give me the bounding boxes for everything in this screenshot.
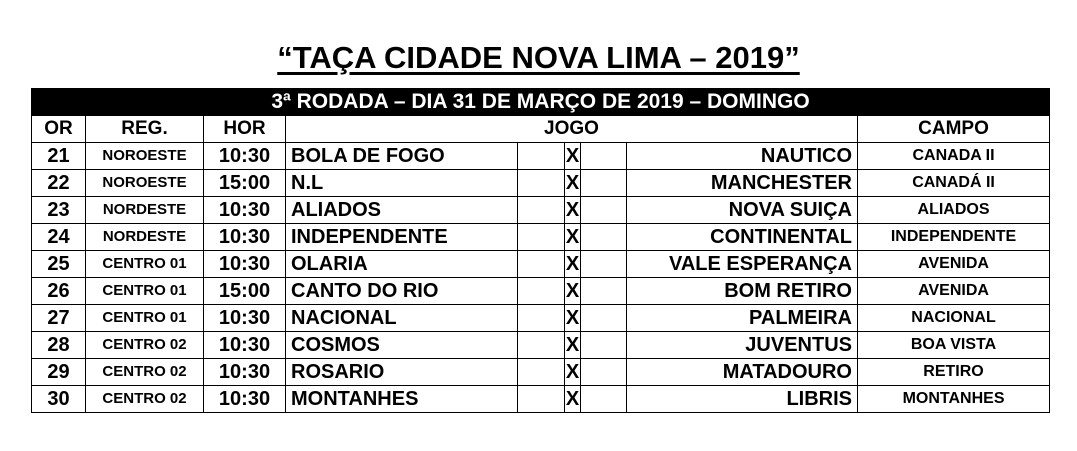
column-header-hor: HOR [204,116,286,143]
match-order: 29 [32,359,86,386]
match-time: 10:30 [204,224,286,251]
round-banner-row [32,89,1050,116]
match-versus: X [565,278,581,305]
table-row [32,170,1050,197]
match-home-team: NACIONAL [286,305,518,332]
match-away-team: NOVA SUIÇA [627,197,858,224]
match-away-team: CONTINENTAL [627,224,858,251]
match-away-team: NAUTICO [627,143,858,170]
table-row [32,278,1050,305]
match-versus: X [565,197,581,224]
match-away-team: MATADOURO [627,359,858,386]
match-home-team: OLARIA [286,251,518,278]
match-spacer [581,224,627,251]
match-region: CENTRO 02 [86,332,204,359]
match-region: CENTRO 01 [86,305,204,332]
match-order: 26 [32,278,86,305]
match-spacer [581,332,627,359]
match-time: 10:30 [204,386,286,413]
match-versus: X [565,386,581,413]
match-time: 10:30 [204,359,286,386]
match-spacer [518,143,565,170]
match-time: 15:00 [204,170,286,197]
match-region: CENTRO 02 [86,359,204,386]
match-order: 27 [32,305,86,332]
match-region: CENTRO 01 [86,251,204,278]
match-region: CENTRO 01 [86,278,204,305]
table-row [32,305,1050,332]
match-order: 22 [32,170,86,197]
table-row [32,143,1050,170]
match-away-team: MANCHESTER [627,170,858,197]
table-row [32,251,1050,278]
match-away-team: PALMEIRA [627,305,858,332]
match-region: NORDESTE [86,197,204,224]
match-home-team: BOLA DE FOGO [286,143,518,170]
match-versus: X [565,251,581,278]
match-home-team: COSMOS [286,332,518,359]
match-spacer [581,170,627,197]
match-time: 15:00 [204,278,286,305]
match-away-team: LIBRIS [627,386,858,413]
table-row [32,197,1050,224]
match-home-team: ROSARIO [286,359,518,386]
match-spacer [518,170,565,197]
match-field: MONTANHES [858,386,1050,413]
match-versus: X [565,305,581,332]
table-row [32,332,1050,359]
match-order: 23 [32,197,86,224]
match-away-team: JUVENTUS [627,332,858,359]
match-spacer [581,305,627,332]
match-spacer [581,143,627,170]
match-schedule-table [31,88,1050,413]
match-versus: X [565,143,581,170]
match-region: NORDESTE [86,224,204,251]
match-spacer [518,251,565,278]
match-spacer [518,359,565,386]
match-field: CANADA II [858,143,1050,170]
column-header-campo: CAMPO [858,116,1050,143]
table-row [32,386,1050,413]
match-spacer [581,197,627,224]
match-spacer [518,386,565,413]
match-time: 10:30 [204,251,286,278]
document-title [0,38,1077,78]
match-field: CANADÁ II [858,170,1050,197]
match-time: 10:30 [204,197,286,224]
match-versus: X [565,332,581,359]
match-away-team: BOM RETIRO [627,278,858,305]
column-header-or: OR [32,116,86,143]
match-away-team: VALE ESPERANÇA [627,251,858,278]
match-spacer [518,305,565,332]
match-spacer [518,197,565,224]
match-region: CENTRO 02 [86,386,204,413]
column-header-jogo: JOGO [286,116,858,143]
match-rows [32,143,1050,413]
match-spacer [518,332,565,359]
match-versus: X [565,224,581,251]
match-field: NACIONAL [858,305,1050,332]
match-spacer [518,278,565,305]
match-order: 28 [32,332,86,359]
match-time: 10:30 [204,305,286,332]
match-field: AVENIDA [858,251,1050,278]
match-spacer [581,359,627,386]
column-header-reg: REG. [86,116,204,143]
table-row [32,224,1050,251]
match-spacer [581,386,627,413]
match-versus: X [565,359,581,386]
table-row [32,359,1050,386]
match-spacer [581,278,627,305]
match-home-team: INDEPENDENTE [286,224,518,251]
match-home-team: CANTO DO RIO [286,278,518,305]
match-field: INDEPENDENTE [858,224,1050,251]
match-region: NOROESTE [86,143,204,170]
match-order: 25 [32,251,86,278]
match-home-team: MONTANHES [286,386,518,413]
round-header: 3ª RODADA – DIA 31 DE MARÇO DE 2019 – DOMINGO [32,89,1050,116]
match-home-team: ALIADOS [286,197,518,224]
document-title-text: “TAÇA CIDADE NOVA LIMA – 2019” [277,40,800,75]
match-field: AVENIDA [858,278,1050,305]
match-time: 10:30 [204,332,286,359]
match-spacer [581,251,627,278]
match-order: 21 [32,143,86,170]
match-field: RETIRO [858,359,1050,386]
match-region: NOROESTE [86,170,204,197]
match-order: 30 [32,386,86,413]
match-order: 24 [32,224,86,251]
match-home-team: N.L [286,170,518,197]
match-field: ALIADOS [858,197,1050,224]
match-versus: X [565,170,581,197]
match-spacer [518,224,565,251]
match-time: 10:30 [204,143,286,170]
match-field: BOA VISTA [858,332,1050,359]
column-header-row [32,116,1050,143]
